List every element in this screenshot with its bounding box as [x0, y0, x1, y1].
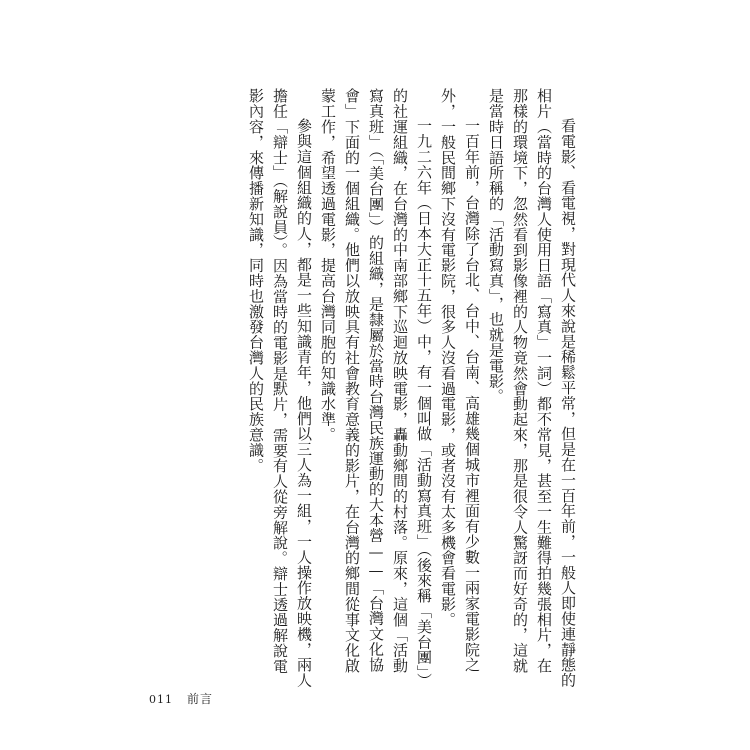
paragraph-3: 一九二六年（日本大正十五年）中，有一個叫做「活動寫真班」（後來稱「美台團」）的社運組織，在台灣的中南部鄉下巡迴放映電影，轟動鄉間的村落。原來，這個「活動寫真班」（「美台團」）的組織，是隸屬於當時台灣民族運動的大本營——「台灣文化協會」下面的一個組織。他們以放映具有社會教育意義的影片，在台灣的鄉間從事文化啟蒙工作，希望透過電影，提高台灣同胞的知識水準。: [319, 88, 433, 681]
running-head: 前言: [187, 692, 214, 706]
paragraph-4: 參與這個組織的人，都是一些知識青年，他們以三人為一組，一人操作放映機，兩人擔任「辯士」（解說員）。因為當時的電影是默片，需要有人從旁解說。辯士透過解說電影內容，來傳播新知識，同時也激發台灣人的民族意識。: [247, 88, 313, 688]
page-footer: [149, 690, 213, 707]
paragraph-1: 看電影、看電視，對現代人來說是稀鬆平常，但是在一百年前，一般人即使連靜態的相片（當時的台灣人使用日語「寫真」一詞）都不常見，甚至一生難得拍幾張相片，在那樣的環境下，忽然看到影像裡的人物竟然會動起來，那是很令人驚訝而好奇的，這就是當時日語所稱的「活動寫真」，也就是電影。: [487, 88, 577, 688]
vertical-text-body: [160, 88, 580, 688]
page-number: 011: [149, 693, 173, 706]
paragraph-2: 一百年前，台灣除了台北、台中、台南、高雄幾個城市裡面有少數一兩家電影院之外，一般民間鄉下沒有電影院，很多人沒看過電影，或者沒有太多機會看電影。: [439, 88, 481, 673]
